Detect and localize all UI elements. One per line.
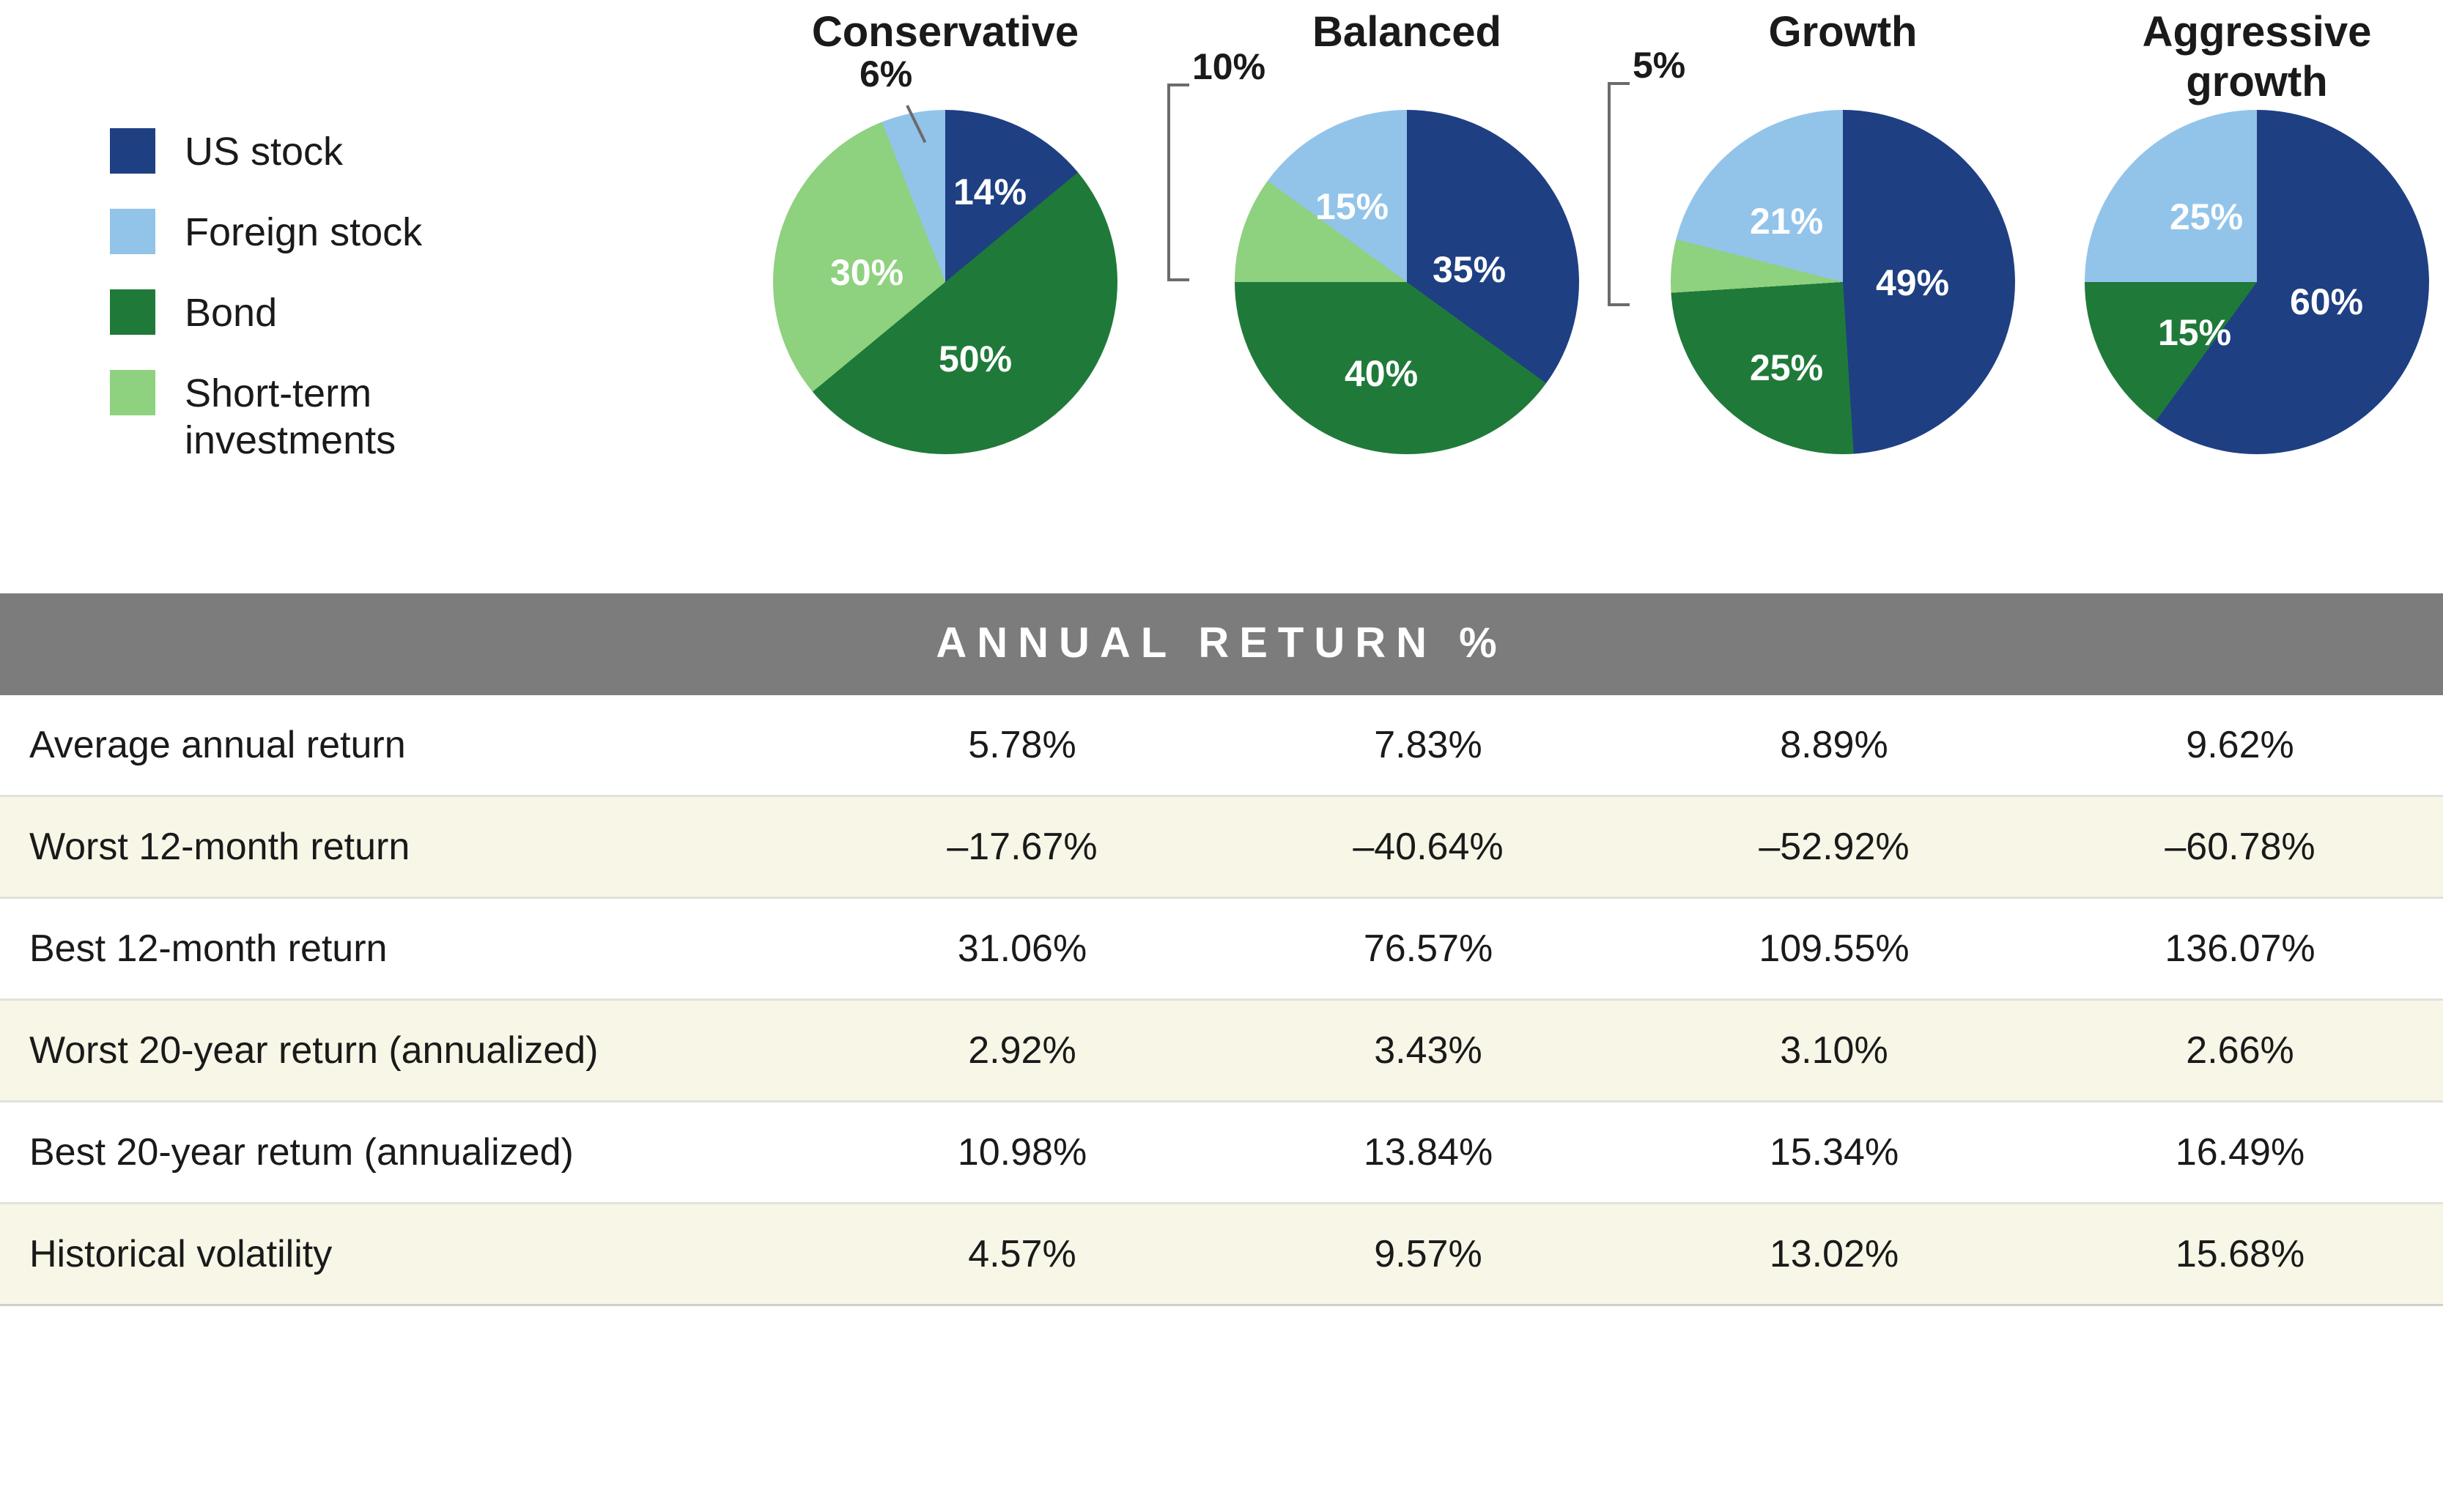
table-band-header (0, 593, 2443, 695)
table-row (0, 898, 2443, 1000)
row-value-aggressive-growth: 136.07% (2037, 898, 2443, 1000)
pie-slice-label-short-term: 30% (829, 252, 904, 293)
pie-outside-label-short-term: 10% (1192, 46, 1266, 87)
row-label: Best 12-month return (0, 898, 819, 1000)
row-value-aggressive-growth: 2.66% (2037, 1000, 2443, 1102)
row-value-growth: 109.55% (1631, 898, 2037, 1000)
table-row (0, 1102, 2443, 1204)
pie-slice-label-bond: 15% (2157, 312, 2232, 353)
pie-slice-label-bond: 25% (1749, 347, 1824, 388)
row-value-conservative: 5.78% (819, 695, 1225, 796)
table-row (0, 1204, 2443, 1305)
legend-item-short-term (110, 370, 564, 464)
row-value-conservative: 4.57% (819, 1204, 1225, 1305)
row-value-conservative: 10.98% (819, 1102, 1225, 1204)
row-value-conservative: 31.06% (819, 898, 1225, 1000)
pie-slice-label-us-stock: 35% (1432, 249, 1507, 290)
row-value-growth: –52.92% (1631, 796, 2037, 898)
pie-title-growth: Growth (1768, 8, 1918, 56)
pie-slice-label-foreign-stock: 21% (1749, 201, 1824, 242)
legend-swatch-bond (110, 289, 155, 335)
pie-title-aggressive-growth-line1: Aggressive (2142, 8, 2372, 56)
pie-slice-label-us-stock: 60% (2289, 281, 2364, 322)
row-value-balanced: 3.43% (1225, 1000, 1631, 1102)
legend-label-short-term-line1: Short-term (185, 371, 372, 415)
legend-swatch-foreign-stock (110, 209, 155, 254)
row-label: Average annual return (0, 695, 819, 796)
pie-slice-label-us-stock: 49% (1875, 262, 1950, 303)
pie-title-conservative: Conservative (811, 8, 1079, 56)
row-value-balanced: 7.83% (1225, 695, 1631, 796)
legend-swatch-short-term (110, 370, 155, 415)
pie-slice-label-foreign-stock: 15% (1315, 186, 1389, 227)
row-value-aggressive-growth: 9.62% (2037, 695, 2443, 796)
row-value-aggressive-growth: 16.49% (2037, 1102, 2443, 1204)
row-label: Historical volatility (0, 1204, 819, 1305)
legend (110, 128, 564, 497)
pie-wrap-conservative (773, 53, 1117, 454)
row-value-aggressive-growth: 15.68% (2037, 1204, 2443, 1305)
pie-leader-short-term (1608, 82, 1630, 306)
legend-item-bond (110, 289, 564, 336)
pie-slice-label-bond: 50% (938, 338, 1013, 379)
pie-column-conservative (740, 0, 1150, 454)
pie-column-aggressive-growth (2052, 0, 2443, 454)
pie-title-aggressive-growth (2052, 0, 2443, 110)
pie-outside-label-foreign-stock: 6% (860, 53, 913, 94)
pie-chart-area (0, 0, 2443, 593)
pie-aggressive-growth (2085, 110, 2429, 454)
table-row (0, 796, 2443, 898)
pie-wrap-aggressive-growth (2085, 110, 2429, 454)
pie-slice-label-bond: 40% (1344, 353, 1419, 394)
legend-item-foreign-stock (110, 209, 564, 256)
pie-balanced (1235, 110, 1579, 454)
legend-item-us-stock (110, 128, 564, 175)
row-label: Worst 20-year return (annualized) (0, 1000, 819, 1102)
annual-return-table-area (0, 593, 2443, 1306)
row-value-aggressive-growth: –60.78% (2037, 796, 2443, 898)
pie-wrap-growth (1633, 45, 2015, 454)
pie-wrap-balanced (1192, 46, 1579, 454)
legend-label-short-term-line2: investments (185, 418, 396, 462)
row-label: Worst 12-month return (0, 796, 819, 898)
legend-label-bond: Bond (185, 291, 278, 335)
row-value-growth: 13.02% (1631, 1204, 2037, 1305)
row-label: Best 20-year retum (annualized) (0, 1102, 819, 1204)
legend-label-us-stock: US stock (185, 130, 344, 174)
row-value-balanced: 76.57% (1225, 898, 1631, 1000)
row-value-growth: 8.89% (1631, 695, 2037, 796)
row-value-balanced: 13.84% (1225, 1102, 1631, 1204)
pie-title-aggressive-growth-line2: growth (2186, 58, 2328, 105)
pie-column-growth (1633, 0, 2048, 454)
annual-return-table (0, 593, 2443, 1306)
row-value-conservative: –17.67% (819, 796, 1225, 898)
row-value-growth: 3.10% (1631, 1000, 2037, 1102)
table-row (0, 1000, 2443, 1102)
row-value-balanced: –40.64% (1225, 796, 1631, 898)
row-value-growth: 15.34% (1631, 1102, 2037, 1204)
pie-conservative (773, 110, 1117, 454)
pie-leader-short-term (1167, 84, 1189, 281)
pie-title-balanced: Balanced (1312, 8, 1501, 56)
pie-column-balanced (1192, 0, 1612, 454)
pie-growth (1671, 110, 2015, 454)
table-row (0, 695, 2443, 796)
legend-label-short-term (185, 370, 396, 464)
legend-swatch-us-stock (110, 128, 155, 174)
pie-slice-label-foreign-stock: 25% (2169, 196, 2244, 237)
row-value-balanced: 9.57% (1225, 1204, 1631, 1305)
row-value-conservative: 2.92% (819, 1000, 1225, 1102)
pie-outside-label-short-term: 5% (1633, 45, 1686, 86)
pie-slice-label-us-stock: 14% (953, 171, 1027, 212)
table-band-title: ANNUAL RETURN % (0, 593, 2443, 695)
legend-label-foreign-stock: Foreign stock (185, 210, 423, 254)
